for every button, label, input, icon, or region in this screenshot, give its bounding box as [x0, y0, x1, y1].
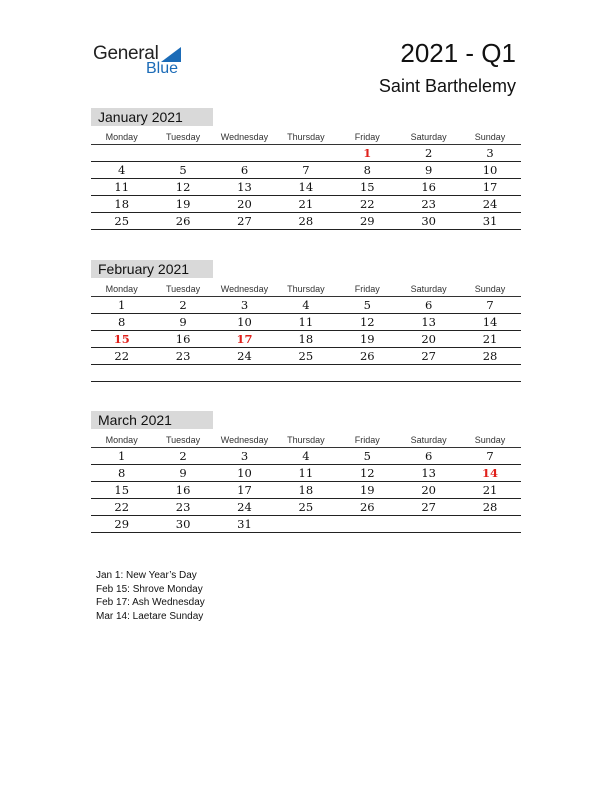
- month-name: January 2021: [91, 108, 213, 126]
- logo-word-blue: Blue: [146, 60, 179, 77]
- date-cell: 5: [179, 163, 187, 177]
- date-cell: 25: [114, 214, 130, 228]
- weekday-label: Saturday: [410, 435, 447, 445]
- week-row: [91, 448, 521, 465]
- date-cell: 13: [421, 315, 436, 329]
- page-title: 2021 - Q1: [400, 38, 516, 68]
- date-cell: 7: [486, 298, 494, 312]
- date-cell: 28: [482, 349, 498, 363]
- date-cell: 23: [175, 500, 191, 514]
- week-row: [91, 516, 521, 533]
- date-cell: [275, 365, 336, 381]
- date-cell: 9: [424, 163, 433, 177]
- date-cell: 5: [363, 449, 371, 463]
- weekday-label: Wednesday: [220, 284, 269, 294]
- date-cell: 21: [482, 332, 498, 346]
- date-cell: 31: [482, 214, 498, 228]
- date-cell: 17: [482, 180, 498, 194]
- date-cell: 19: [359, 483, 375, 497]
- date-cell: 12: [359, 315, 375, 329]
- holiday-note: Jan 1: New Year’s Day: [96, 570, 197, 581]
- date-cell: 24: [237, 349, 252, 363]
- date-cell: [337, 365, 398, 381]
- date-cell: 18: [298, 483, 314, 497]
- date-cell: 5: [363, 298, 371, 312]
- date-cell: [275, 145, 336, 161]
- month-february: [91, 260, 521, 382]
- date-cell: [398, 365, 459, 381]
- date-cell: 19: [359, 332, 375, 346]
- date-cell: 13: [421, 466, 436, 480]
- weekday-label: Saturday: [410, 132, 447, 142]
- date-cell: [337, 516, 398, 532]
- month-name: March 2021: [91, 411, 213, 429]
- date-cell: 28: [298, 214, 314, 228]
- weekday-label: Thursday: [287, 132, 325, 142]
- holiday-notes: [96, 569, 205, 623]
- month-name: February 2021: [91, 260, 213, 278]
- date-cell: 1: [118, 449, 126, 463]
- week-row: [91, 331, 521, 348]
- date-cell: 26: [175, 214, 191, 228]
- date-cell: 11: [298, 315, 314, 329]
- date-cell: 2: [179, 298, 187, 312]
- weekday-header-row: [91, 281, 521, 297]
- date-cell: 10: [482, 163, 498, 177]
- date-cell: 6: [424, 449, 433, 463]
- date-cell: [91, 365, 152, 381]
- date-cell: 27: [421, 349, 436, 363]
- week-row: [91, 482, 521, 499]
- week-row: [91, 213, 521, 230]
- date-cell: 25: [298, 500, 314, 514]
- holiday-date-cell: 15: [113, 332, 130, 346]
- week-row: [91, 162, 521, 179]
- week-row: [91, 297, 521, 314]
- date-cell: 20: [237, 197, 252, 211]
- date-cell: [275, 516, 336, 532]
- date-cell: [152, 145, 213, 161]
- date-cell: 12: [359, 466, 375, 480]
- date-cell: 22: [114, 500, 130, 514]
- date-cell: 6: [240, 163, 249, 177]
- date-cell: 3: [240, 298, 249, 312]
- date-cell: 16: [175, 332, 191, 346]
- weekday-label: Monday: [105, 435, 138, 445]
- holiday-note: Feb 15: Shrove Monday: [96, 583, 203, 595]
- date-cell: 2: [179, 449, 187, 463]
- date-cell: 9: [179, 466, 187, 480]
- date-cell: 11: [114, 180, 130, 194]
- date-cell: 8: [363, 163, 371, 177]
- date-cell: 18: [114, 197, 130, 211]
- date-cell: 20: [421, 483, 436, 497]
- date-cell: 14: [298, 180, 314, 194]
- date-cell: [214, 365, 275, 381]
- date-cell: 6: [424, 298, 433, 312]
- date-cell: 15: [359, 180, 375, 194]
- date-cell: [398, 516, 459, 532]
- date-cell: 13: [237, 180, 252, 194]
- date-cell: 4: [302, 449, 310, 463]
- date-cell: 21: [482, 483, 498, 497]
- week-row: [91, 365, 521, 382]
- date-cell: 17: [237, 483, 252, 497]
- weekday-label: Friday: [354, 284, 380, 294]
- holiday-date-cell: 17: [236, 332, 253, 346]
- date-cell: 27: [237, 214, 252, 228]
- weekday-label: Sunday: [474, 284, 506, 294]
- holiday-note: Mar 14: Laetare Sunday: [96, 610, 204, 622]
- holiday-note: Feb 17: Ash Wednesday: [96, 597, 205, 608]
- month-january: [91, 108, 521, 230]
- date-cell: 29: [359, 214, 375, 228]
- weekday-label: Monday: [105, 132, 138, 142]
- country-name: Saint Barthelemy: [378, 76, 516, 96]
- date-cell: 28: [482, 500, 498, 514]
- date-cell: [459, 516, 520, 532]
- weekday-label: Tuesday: [165, 132, 201, 142]
- date-cell: 23: [421, 197, 436, 211]
- weekday-label: Thursday: [287, 435, 325, 445]
- date-cell: 2: [424, 146, 433, 160]
- date-cell: [214, 145, 275, 161]
- weekday-label: Sunday: [474, 435, 506, 445]
- date-cell: 3: [240, 449, 249, 463]
- date-cell: 16: [175, 483, 191, 497]
- week-row: [91, 465, 521, 482]
- weekday-label: Friday: [354, 435, 380, 445]
- date-cell: 22: [359, 197, 375, 211]
- date-cell: [152, 365, 213, 381]
- date-cell: [91, 145, 152, 161]
- month-march: [91, 411, 521, 533]
- weekday-header-row: [91, 432, 521, 448]
- date-cell: 3: [486, 146, 494, 160]
- weekday-label: Tuesday: [165, 435, 201, 445]
- date-cell: 9: [179, 315, 187, 329]
- date-cell: 26: [359, 500, 375, 514]
- weekday-label: Thursday: [287, 284, 325, 294]
- date-cell: 16: [421, 180, 436, 194]
- date-cell: 19: [175, 197, 191, 211]
- date-cell: 25: [298, 349, 314, 363]
- date-cell: 10: [237, 466, 252, 480]
- logo-word-general: General: [93, 43, 159, 64]
- weekday-header-row: [91, 129, 521, 145]
- week-row: [91, 314, 521, 331]
- holiday-date-cell: 1: [363, 146, 372, 160]
- holiday-date-cell: 14: [482, 466, 499, 480]
- date-cell: 24: [237, 500, 252, 514]
- week-row: [91, 145, 521, 162]
- date-cell: 14: [482, 315, 498, 329]
- date-cell: 4: [302, 298, 310, 312]
- date-cell: [459, 365, 520, 381]
- week-row: [91, 196, 521, 213]
- week-row: [91, 499, 521, 516]
- date-cell: 30: [421, 214, 436, 228]
- weekday-label: Saturday: [410, 284, 447, 294]
- date-cell: 24: [482, 197, 498, 211]
- date-cell: 20: [421, 332, 436, 346]
- date-cell: 12: [175, 180, 191, 194]
- date-cell: 15: [114, 483, 130, 497]
- date-cell: 30: [175, 517, 191, 531]
- date-cell: 29: [114, 517, 130, 531]
- weekday-label: Monday: [105, 284, 138, 294]
- date-cell: 27: [421, 500, 436, 514]
- date-cell: 11: [298, 466, 314, 480]
- date-cell: 7: [486, 449, 494, 463]
- weekday-label: Wednesday: [220, 435, 269, 445]
- date-cell: 8: [118, 466, 126, 480]
- date-cell: 7: [302, 163, 310, 177]
- date-cell: 26: [359, 349, 375, 363]
- date-cell: 22: [114, 349, 130, 363]
- week-row: [91, 179, 521, 196]
- logo: [93, 43, 193, 77]
- date-cell: 21: [298, 197, 314, 211]
- weekday-label: Friday: [354, 132, 380, 142]
- date-cell: 23: [175, 349, 191, 363]
- date-cell: 4: [118, 163, 126, 177]
- weekday-label: Sunday: [474, 132, 506, 142]
- date-cell: 8: [118, 315, 126, 329]
- weekday-label: Tuesday: [165, 284, 201, 294]
- weekday-label: Wednesday: [220, 132, 269, 142]
- date-cell: 1: [118, 298, 126, 312]
- date-cell: 10: [237, 315, 252, 329]
- week-row: [91, 348, 521, 365]
- date-cell: 31: [237, 517, 252, 531]
- date-cell: 18: [298, 332, 314, 346]
